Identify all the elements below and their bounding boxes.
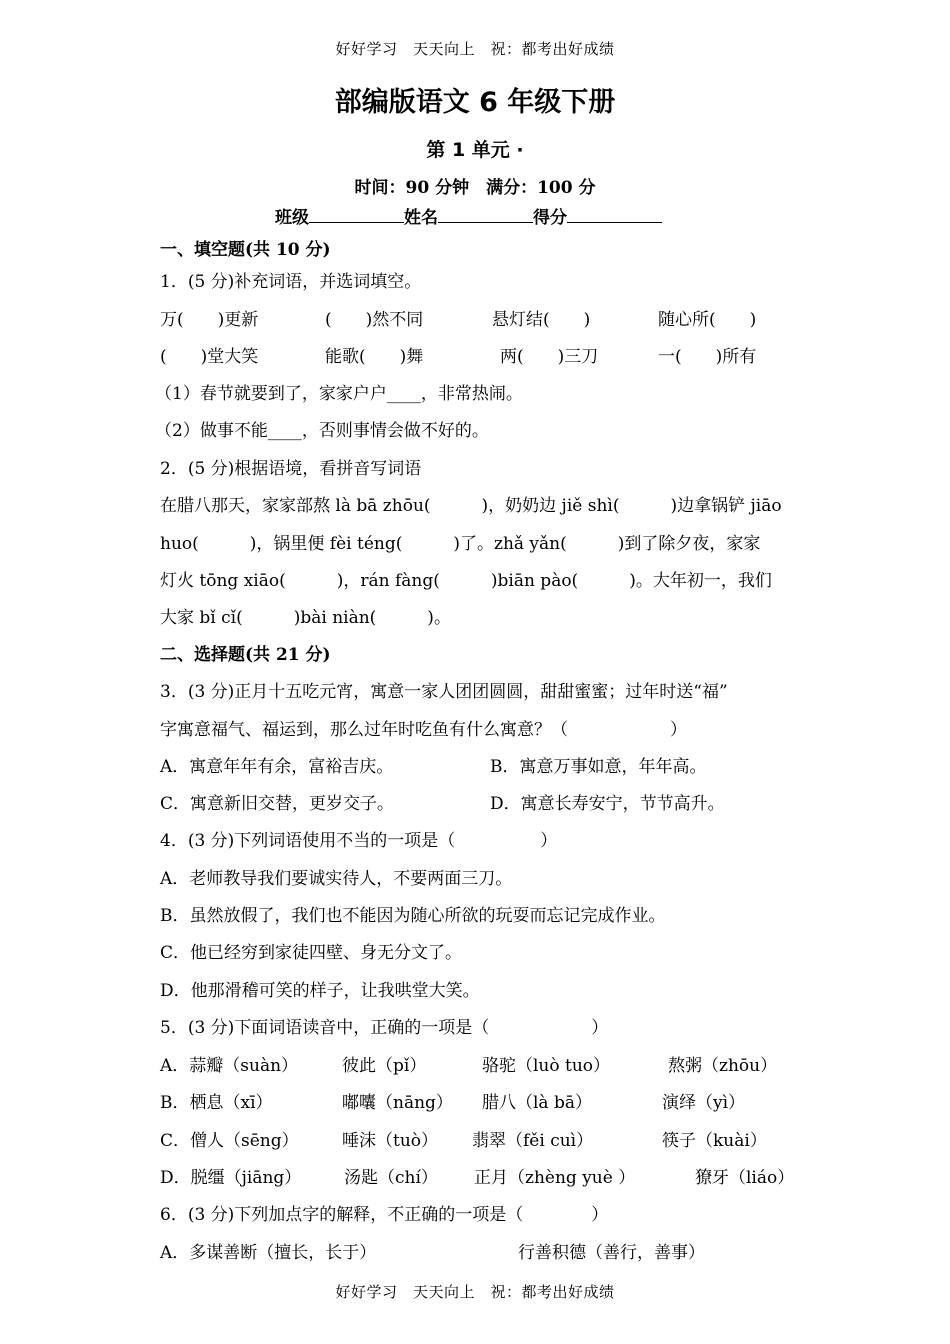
q3-option-b: B．寓意万事如意，年年高。 — [490, 757, 707, 777]
q5-word: 彼此（pǐ） — [342, 1056, 427, 1076]
exam-info: 时间：90 分钟 满分：100 分 — [354, 178, 596, 198]
q1-word: ( )堂大笑 — [160, 347, 259, 367]
q6-prompt: 6．(3 分)下列加点字的解释，不正确的一项是（ ） — [160, 1205, 609, 1225]
q3-option-d: D．寓意长寿安宁，节节高升。 — [490, 794, 725, 814]
q1-word: 能歌( )舞 — [325, 347, 424, 367]
q6-option-a1: A．多谋善断（擅长，长于） — [160, 1243, 377, 1263]
document-title: 部编版语文 6 年级下册 — [334, 87, 616, 118]
q3-line-1: 3．(3 分)正月十五吃元宵，寓意一家人团团圆圆，甜甜蜜蜜；过年时送“福” — [160, 682, 728, 702]
q1-word: 两( )三刀 — [500, 347, 599, 367]
q3-option-a: A．寓意年年有余，富裕吉庆。 — [160, 757, 394, 777]
score-blank[interactable] — [567, 208, 662, 223]
page-header: 好好学习 天天向上 祝：都考出好成绩 — [335, 40, 615, 58]
q5-word: 唾沫（tuò） — [342, 1131, 439, 1151]
q5-word: 演绎（yì） — [662, 1093, 746, 1113]
unit-title: 第 1 单元 · — [426, 139, 524, 161]
section2-heading: 二、选择题(共 21 分) — [160, 645, 331, 665]
q5-word: 翡翠（fěi cuì） — [472, 1131, 594, 1151]
info-fields — [275, 203, 662, 228]
q1-word: 一( )所有 — [658, 347, 757, 367]
q5-prompt: 5．(3 分)下面词语读音中，正确的一项是（ ） — [160, 1018, 609, 1038]
q2-line: 在腊八那天，家家部熬 là bā zhōu( )，奶奶边 jiě shì( )边拿锅铲 jiāo — [160, 496, 782, 516]
q2-prompt: 2．(5 分)根据语境，看拼音写词语 — [160, 459, 422, 479]
class-label: 班级 — [275, 208, 309, 228]
q4-prompt: 4．(3 分)下列词语使用不当的一项是（ ） — [160, 831, 558, 851]
q1-sentence-2: （2）做事不能____，否则事情会做不好的。 — [155, 421, 489, 441]
q5-word: 筷子（kuài） — [662, 1131, 767, 1151]
page-footer: 好好学习 天天向上 祝：都考出好成绩 — [335, 1283, 615, 1301]
section1-heading: 一、填空题(共 10 分) — [160, 240, 331, 260]
q1-word: 万( )更新 — [160, 310, 259, 330]
class-blank[interactable] — [309, 208, 404, 223]
q5-option-a: A．蒜瓣（suàn） — [160, 1056, 299, 1076]
q4-option-a: A．老师教导我们要诚实待人，不要两面三刀。 — [160, 869, 513, 889]
q1-sentence-1: （1）春节就要到了，家家户户____，非常热闹。 — [155, 384, 523, 404]
score-label: 得分 — [533, 208, 567, 228]
q3-line-2: 字寓意福气、福运到，那么过年时吃鱼有什么寓意？（ ） — [160, 720, 687, 740]
q5-word: 骆驼（luò tuo） — [482, 1056, 611, 1076]
q4-option-b: B．虽然放假了，我们也不能因为随心所欲的玩耍而忘记完成作业。 — [160, 906, 666, 926]
name-label: 姓名 — [404, 208, 438, 228]
q5-word: 正月（zhèng yuè ） — [474, 1168, 636, 1188]
q6-option-a2: 行善积德（善行，善事） — [518, 1243, 705, 1263]
q5-word: 腊八（là bā） — [482, 1093, 592, 1113]
q5-option-c: C．僧人（sēng） — [160, 1131, 299, 1151]
q3-option-c: C．寓意新旧交替，更岁交子。 — [160, 794, 395, 814]
q1-word: 悬灯结( ) — [492, 310, 591, 330]
q5-option-b: B．栖息（xī） — [160, 1093, 273, 1113]
q2-line: 大家 bǐ cǐ( )bài niàn( )。 — [160, 608, 451, 628]
q1-word: ( )然不同 — [325, 310, 424, 330]
q2-line: huo( )，锅里便 fèi téng( )了。zhǎ yǎn( )到了除夕夜，家家 — [160, 534, 761, 554]
q1-prompt: 1．(5 分)补充词语，并选词填空。 — [160, 272, 422, 292]
name-blank[interactable] — [438, 208, 533, 223]
q5-option-d: D．脱缰（jiāng） — [160, 1168, 302, 1188]
q1-word: 随心所( ) — [658, 310, 757, 330]
q5-word: 獠牙（liáo） — [695, 1168, 795, 1188]
q5-word: 嘟囔（nāng） — [342, 1093, 453, 1113]
q4-option-d: D．他那滑稽可笑的样子，让我哄堂大笑。 — [160, 981, 480, 1001]
q5-word: 汤匙（chí） — [344, 1168, 438, 1188]
q4-option-c: C．他已经穷到家徒四壁、身无分文了。 — [160, 943, 463, 963]
q2-line: 灯火 tōng xiāo( )，rán fàng( )biān pào( )。大年初一，我们 — [160, 571, 772, 591]
q5-word: 熬粥（zhōu） — [668, 1056, 778, 1076]
